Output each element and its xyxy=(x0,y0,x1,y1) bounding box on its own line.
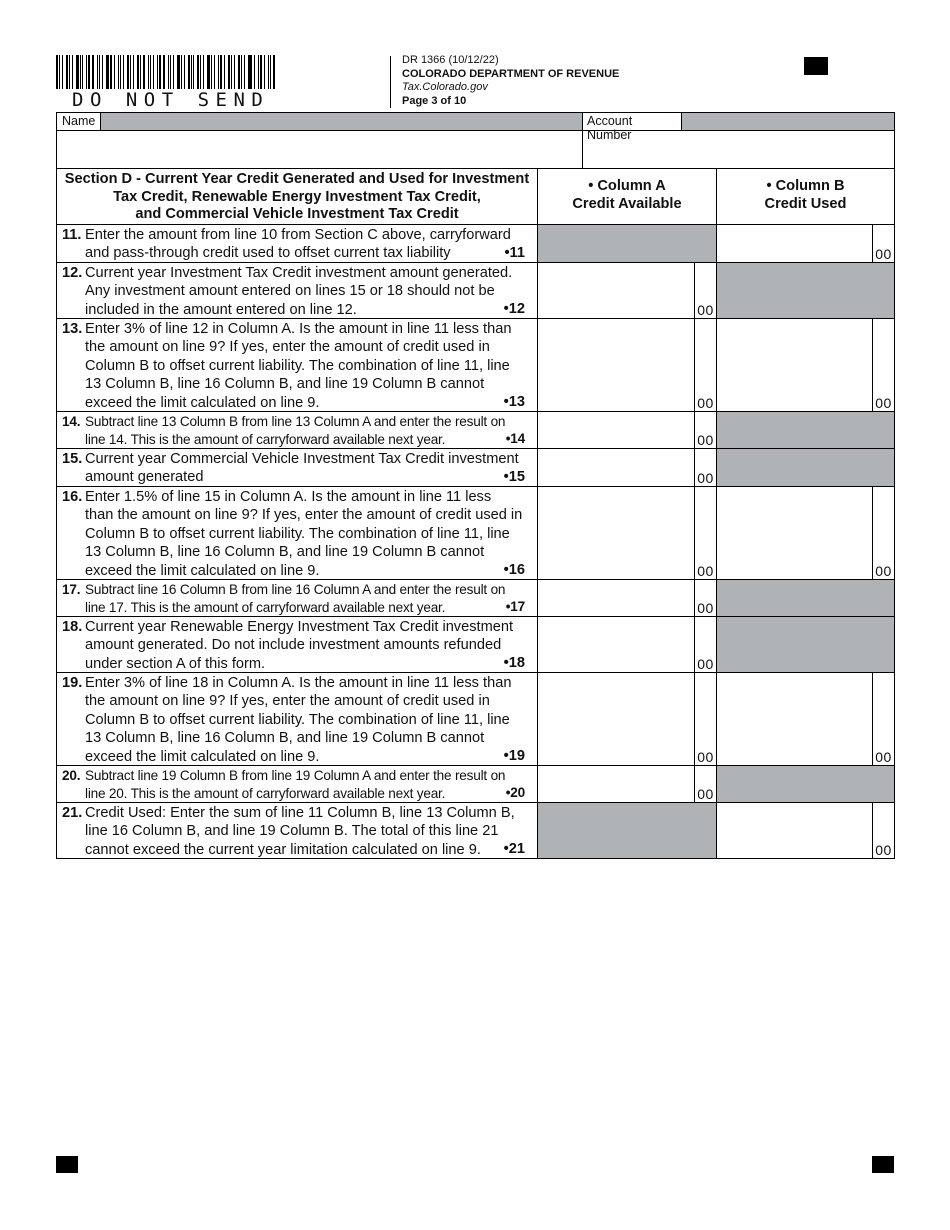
cents-box: 00 xyxy=(694,617,716,672)
column-b-title: • Column B xyxy=(766,178,845,194)
line-reference: •16 xyxy=(503,561,525,578)
barcode-bar xyxy=(188,55,190,89)
line-21-description xyxy=(57,803,538,858)
barcode-bar xyxy=(80,55,81,89)
barcode-bar xyxy=(157,55,158,89)
barcode-bar xyxy=(238,55,240,89)
line-text: Current year Commercial Vehicle Investment Tax Credit investment amount generated xyxy=(85,451,519,486)
line-19-column-b-field[interactable] xyxy=(717,673,894,765)
line-18-description xyxy=(57,617,538,672)
line-14-column-b-shaded xyxy=(717,412,894,448)
line-13-description xyxy=(57,319,538,411)
cents-box: 00 xyxy=(694,263,716,318)
line-text: Current year Renewable Energy Investment Tax Credit investment amount generated. Do not include investment amounts refunded under section A of this form. xyxy=(85,619,514,672)
registration-mark-bottom-right xyxy=(872,1156,894,1173)
barcode-bar xyxy=(82,55,83,89)
name-field[interactable] xyxy=(57,131,582,168)
line-12-description xyxy=(57,263,538,318)
account-label-bar xyxy=(682,113,894,131)
barcode-bar xyxy=(133,55,134,89)
barcode-bar xyxy=(270,55,271,89)
line-14-column-a-field[interactable] xyxy=(538,412,717,448)
department-name: COLORADO DEPARTMENT OF REVENUE xyxy=(402,67,620,80)
form-header xyxy=(402,54,619,108)
barcode-bar xyxy=(184,55,185,89)
line-13-column-b-field[interactable] xyxy=(717,319,894,411)
line-number: 13. xyxy=(62,321,83,337)
line-text: Subtract line 13 Column B from line 13 Column A and enter the result on line 14. This is the amount of carryforward available next year. xyxy=(85,414,506,448)
line-text: Subtract line 16 Column B from line 16 Column A and enter the result on line 17. This is the amount of carryforward available next year. xyxy=(85,582,506,616)
line-reference: •14 xyxy=(505,430,525,446)
line-number: 19. xyxy=(62,675,83,691)
cents-box: 00 xyxy=(694,487,716,579)
barcode-bar xyxy=(143,55,145,89)
barcode-bar xyxy=(148,55,149,89)
line-reference: •17 xyxy=(505,598,525,614)
column-a-subtitle: Credit Available xyxy=(572,195,682,212)
name-account-row xyxy=(57,113,894,169)
barcode-bar xyxy=(207,55,210,89)
line-21-row xyxy=(57,803,894,858)
line-11-column-b-field[interactable] xyxy=(717,225,894,262)
line-reference: •11 xyxy=(504,244,525,261)
barcode-bar xyxy=(127,55,129,89)
barcode-bar xyxy=(181,55,182,89)
barcode xyxy=(56,55,278,89)
cents-box: 00 xyxy=(872,673,894,765)
line-15-description xyxy=(57,449,538,486)
barcode-bar xyxy=(76,55,79,89)
line-17-row xyxy=(57,580,894,617)
barcode-bar xyxy=(86,55,87,89)
barcode-bar xyxy=(177,55,180,89)
line-15-column-a-field[interactable] xyxy=(538,449,717,486)
section-title-line-1: Section D - Current Year Credit Generated and Used for Investment xyxy=(64,171,530,187)
barcode-bar xyxy=(244,55,245,89)
line-text: Enter 3% of line 18 in Column A. Is the amount in line 11 less than the amount on line 9? If yes, enter the amount of credit used in Column B to offset current liability. The combination of line 11, line 13 Column B, line 16 Column B, and line 19 Column B cannot exceed the limit calculated on line 9. xyxy=(85,675,512,765)
barcode-bar xyxy=(191,55,192,89)
line-15-row xyxy=(57,449,894,487)
barcode-bar xyxy=(72,55,73,89)
line-16-row xyxy=(57,487,894,580)
barcode-bar xyxy=(140,55,141,89)
name-label: Name xyxy=(57,113,101,131)
line-19-description xyxy=(57,673,538,765)
line-reference: •13 xyxy=(503,393,525,410)
line-text: Enter 3% of line 12 in Column A. Is the amount in line 11 less than the amount on line 9? If yes, enter the amount of credit used in Column B to offset current liability. The combination of line 11, line 13 Column B, line 16 Column B, and line 19 Column B cannot exceed the limit calculated on line 9. xyxy=(85,321,512,411)
barcode-bar xyxy=(249,55,252,89)
barcode-bar xyxy=(159,55,161,89)
line-20-description xyxy=(57,766,538,802)
line-text: Credit Used: Enter the sum of line 11 Column B, line 13 Column B, line 16 Column B, and line 19 Column B. The total of this line 21 cannot exceed the current year limitation calculated on line 9. xyxy=(85,805,515,858)
line-20-column-a-field[interactable] xyxy=(538,766,717,802)
barcode-bar xyxy=(231,55,232,89)
line-19-column-a-field[interactable] xyxy=(538,673,717,765)
section-d-form xyxy=(56,112,895,859)
barcode-bar xyxy=(59,55,60,89)
header-divider xyxy=(390,56,391,108)
barcode-bar xyxy=(163,55,165,89)
cents-box: 00 xyxy=(694,449,716,486)
section-title xyxy=(57,169,538,224)
line-20-row xyxy=(57,766,894,803)
line-18-column-b-shaded xyxy=(717,617,894,672)
line-number: 11. xyxy=(62,227,82,243)
line-21-column-a-shaded xyxy=(538,803,717,858)
cents-box: 00 xyxy=(694,766,716,802)
line-17-description xyxy=(57,580,538,616)
barcode-bar xyxy=(193,55,194,89)
line-reference: •20 xyxy=(505,784,525,800)
line-14-description xyxy=(57,412,538,448)
barcode-bar xyxy=(220,55,222,89)
barcode-bar xyxy=(168,55,169,89)
line-18-row xyxy=(57,617,894,673)
cents-box: 00 xyxy=(694,673,716,765)
cents-box: 00 xyxy=(872,487,894,579)
barcode-bar xyxy=(120,55,121,89)
barcode-bar xyxy=(200,55,201,89)
barcode-bar xyxy=(268,55,269,89)
barcode-bar xyxy=(203,55,204,89)
column-a-header xyxy=(538,169,717,224)
barcode-bar xyxy=(228,55,230,89)
cents-box: 00 xyxy=(694,319,716,411)
do-not-send-label: DO NOT SEND xyxy=(72,89,270,111)
barcode-bar xyxy=(130,55,131,89)
barcode-bar xyxy=(114,55,115,89)
barcode-bar xyxy=(197,55,199,89)
barcode-bar xyxy=(137,55,140,89)
barcode-bar xyxy=(248,55,249,89)
line-reference: •18 xyxy=(503,654,525,671)
barcode-bar xyxy=(153,55,154,89)
line-number: 21. xyxy=(62,805,83,821)
cents-box: 00 xyxy=(694,412,716,448)
line-16-description xyxy=(57,487,538,579)
line-reference: •21 xyxy=(503,840,525,857)
barcode-bar xyxy=(118,55,119,89)
account-number-field[interactable] xyxy=(583,131,894,168)
barcode-bar xyxy=(150,55,151,89)
line-reference: •12 xyxy=(503,300,525,317)
line-number: 17. xyxy=(62,582,81,597)
barcode-bar xyxy=(224,55,225,89)
line-text: Enter 1.5% of line 15 in Column A. Is the amount in line 11 less than the amount on line 9? If yes, enter the amount of credit used in Column B to offset current liability. The combination of line 11, line 13 Column B, line 16 Column B, and line 19 Column B cannot exceed the limit calculated on line 9. xyxy=(85,489,523,579)
barcode-bar xyxy=(102,55,103,89)
line-13-column-a-field[interactable] xyxy=(538,319,717,411)
barcode-bar xyxy=(218,55,219,89)
account-number-label: Account Number xyxy=(583,113,682,131)
barcode-bar xyxy=(110,55,112,89)
line-16-column-a-field[interactable] xyxy=(538,487,717,579)
line-reference: •15 xyxy=(503,468,525,485)
barcode-bar xyxy=(258,55,259,89)
barcode-bar xyxy=(123,55,124,89)
barcode-bar xyxy=(264,55,265,89)
line-12-column-b-shaded xyxy=(717,263,894,318)
line-13-row xyxy=(57,319,894,412)
barcode-bar xyxy=(97,55,98,89)
line-number: 14. xyxy=(62,414,81,429)
line-number: 18. xyxy=(62,619,83,635)
registration-mark-top xyxy=(804,57,828,75)
line-17-column-a-field[interactable] xyxy=(538,580,717,616)
barcode-bar xyxy=(62,55,63,89)
line-12-row xyxy=(57,263,894,319)
line-text: Subtract line 19 Column B from line 19 Column A and enter the result on line 20. This is the amount of carryforward available next year. xyxy=(85,768,506,802)
page-number: Page 3 of 10 xyxy=(402,94,467,107)
line-text: Enter the amount from line 10 from Section C above, carryforward and pass-through credit used to offset current tax liability xyxy=(85,227,511,262)
barcode-bar xyxy=(66,55,68,89)
line-number: 16. xyxy=(62,489,83,505)
line-20-column-b-shaded xyxy=(717,766,894,802)
section-title-line-2: Tax Credit, Renewable Energy Investment Tax Credit, xyxy=(113,188,481,205)
barcode-bar xyxy=(273,55,275,89)
form-id: DR 1366 (10/12/22) xyxy=(402,54,499,66)
barcode-bar xyxy=(234,55,235,89)
column-b-header xyxy=(717,169,894,224)
barcode-bar xyxy=(92,55,94,89)
barcode-bar xyxy=(241,55,242,89)
line-18-column-a-field[interactable] xyxy=(538,617,717,672)
column-a-title: • Column A xyxy=(588,178,666,194)
line-11-description xyxy=(57,225,538,262)
line-19-row xyxy=(57,673,894,766)
line-16-column-b-field[interactable] xyxy=(717,487,894,579)
line-12-column-a-field[interactable] xyxy=(538,263,717,318)
barcode-bar xyxy=(260,55,262,89)
line-number: 12. xyxy=(62,265,83,281)
line-text: Current year Investment Tax Credit investment amount generated. Any investment amount entered on lines 15 or 18 should not be included in the amount entered on line 12. xyxy=(85,265,513,318)
barcode-bar xyxy=(99,55,100,89)
barcode-bar xyxy=(214,55,215,89)
barcode-bar xyxy=(56,55,58,89)
cents-box: 00 xyxy=(872,319,894,411)
registration-mark-bottom-left xyxy=(56,1156,78,1173)
section-header-row xyxy=(57,169,894,225)
line-15-column-b-shaded xyxy=(717,449,894,486)
line-21-column-b-field[interactable] xyxy=(717,803,894,858)
cents-box: 00 xyxy=(872,803,894,858)
line-reference: •19 xyxy=(503,747,525,764)
barcode-bar xyxy=(170,55,171,89)
barcode-bar xyxy=(211,55,212,89)
line-number: 15. xyxy=(62,451,83,467)
line-11-column-a-shaded xyxy=(538,225,717,262)
barcode-bar xyxy=(254,55,255,89)
line-14-row xyxy=(57,412,894,449)
line-number: 20. xyxy=(62,768,81,783)
column-b-subtitle: Credit Used xyxy=(764,195,847,212)
website: Tax.Colorado.gov xyxy=(402,81,488,93)
line-17-column-b-shaded xyxy=(717,580,894,616)
cents-box: 00 xyxy=(694,580,716,616)
section-title-line-3: and Commercial Vehicle Investment Tax Credit xyxy=(135,206,459,223)
cents-box: 00 xyxy=(872,225,894,262)
barcode-bar xyxy=(69,55,70,89)
line-11-row xyxy=(57,225,894,263)
barcode-bar xyxy=(106,55,109,89)
barcode-bar xyxy=(173,55,174,89)
barcode-bar xyxy=(88,55,90,89)
name-label-bar xyxy=(101,113,583,131)
